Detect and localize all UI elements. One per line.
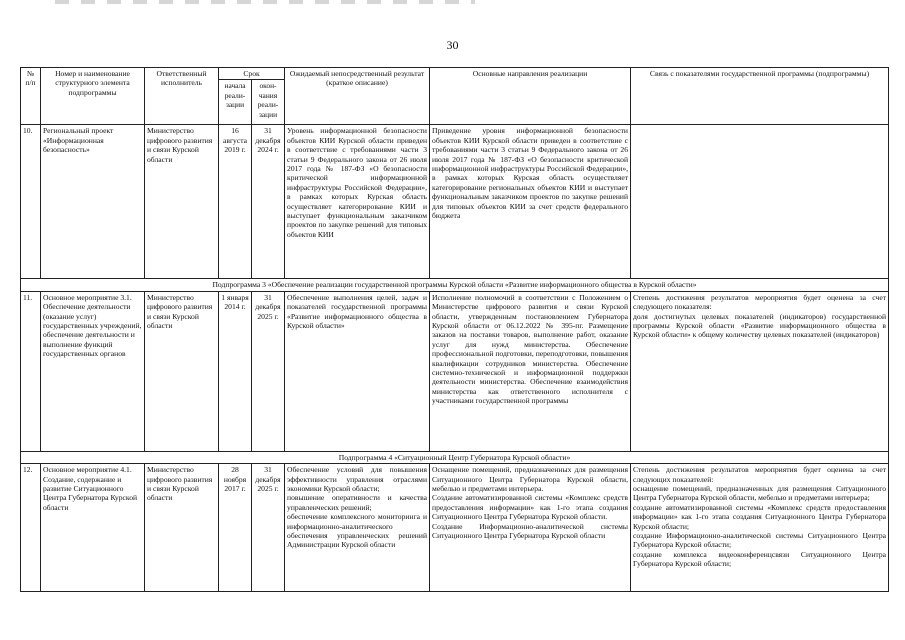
cell-executor: Министерство цифрового развития и связи Курской области: [145, 464, 219, 592]
cell-start: 16 августа 2019 г.: [219, 125, 252, 279]
cell-end: 31 декабря 2025 г.: [252, 464, 285, 592]
cell-num: 12.: [21, 464, 41, 592]
cell-directions: Приведение уровня информационной безопасности объектов КИИ Курской области приведен в соответствие с требованиями части 3 статьи 9 Федерального закона от 26 июля 2017 года № 187-ФЗ «О безопасности критической информационной инфраструктуры Российской Федерации», в рамках которых Курская область осуществляет категорирование региональных объектов КИИ и выступает функциональным заказчиком проектов по закупке решений для типовых объектов КИИ за счет средств федерального бюджета: [430, 125, 631, 279]
section-title-sub4: Подпрограмма 4 «Ситуационный Центр Губернатора Курской области»: [21, 451, 889, 463]
header-row: [21, 68, 889, 80]
cell-executor: Министерство цифрового развития и связи Курской области: [145, 291, 219, 451]
page-number: 30: [446, 38, 459, 52]
header-term-start: начала реали-зации: [219, 80, 252, 125]
cell-executor: Министерство цифрового развития и связи Курской области: [145, 125, 219, 279]
cell-start: 28 ноября 2017 г.: [219, 464, 252, 592]
cell-element: Основное мероприятие 4.1. Создание, содержание и развитие Ситуационного Центра Губернатора Курской области: [41, 464, 145, 592]
cell-result: Обеспечение выполнения целей, задач и показателей государственной программы «Развитие информационного общества в Курской области»: [285, 291, 430, 451]
header-directions: Основные направления реализации: [430, 68, 631, 125]
header-result: Ожидаемый непосредственный результат (краткое описание): [285, 68, 430, 125]
table-row: [21, 291, 889, 451]
table-row: [21, 125, 889, 279]
cell-directions: Оснащение помещений, предназначенных для размещения Ситуационного Центра Губернатора Курской области, мебелью и предметами интерьера. Создание автоматизированной системы «Комплекс средств предоставления информации» как 1-го этапа создания Ситуационного Центра Губернатора Курской области. Создание Информационно-аналитической системы Ситуационного Центра Губернатора Курской области: [430, 464, 631, 592]
cell-link: [631, 125, 889, 279]
cell-result: Обеспечение условий для повышения эффективности управления отраслями экономики Курской области; повышение оперативности и качества управленческих решений; обеспечение комплексного мониторинга и информационно-аналитического обеспечения управленческих решений Администрации Курской области: [285, 464, 430, 592]
header-num: № п/п: [21, 68, 41, 125]
cell-num: 11.: [21, 291, 41, 451]
program-table: [20, 67, 889, 592]
section-row: [21, 451, 889, 463]
section-title-sub3: Подпрограмма 3 «Обеспечение реализации государственной программы Курской области «Развитие информационного общества в Курской области»: [21, 279, 889, 291]
scan-artifact: [55, 0, 475, 4]
cell-element: Региональный проект «Информационная безопасность»: [41, 125, 145, 279]
section-row: [21, 279, 889, 291]
cell-result: Уровень информационной безопасности объектов КИИ Курской области приведен в соответствие с требованиями части 3 статьи 9 Федерального закона от 26 июля 2017 года № 187-ФЗ «О безопасности критической информационной инфраструктуры Российской Федерации», в рамках которых Курская область осуществляет категорирование КИИ и выступает функциональным заказчиком проектов по закупке решений для типовых объектов КИИ: [285, 125, 430, 279]
cell-link: Степень достижения результатов мероприятия будет оценена за счет следующего показателя: доля достигнутых целевых показателей (индикаторов) государственной программы Курской области «Развитие информационного общества в Курской области» к общему количеству целевых показателей (индикаторов): [631, 291, 889, 451]
header-element: Номер и наименование структурного элемента подпрограммы: [41, 68, 145, 125]
header-executor: Ответственный исполнитель: [145, 68, 219, 125]
cell-end: 31 декабря 2024 г.: [252, 125, 285, 279]
header-term: Срок: [219, 68, 285, 80]
cell-element: Основное мероприятие 3.1. Обеспечение деятельности (оказание услуг) государственных учреждений, обеспечение деятельности и выполнение функций государственных органов: [41, 291, 145, 451]
table-row: [21, 464, 889, 592]
cell-directions: Исполнение полномочий в соответствии с Положением о Министерстве цифрового развития и связи Курской области, утвержденным постановлением Губернатора Курской области от 06.12.2022 № 395-пг. Размещение заказов на поставки товаров, выполнение работ, оказание услуг для нужд министерства. Обеспечение профессиональной подготовки, переподготовки, повышения квалификации сотрудников министерства. Обеспечение системно-технической и информационной поддержки деятельности министерства. Обеспечение взаимодействия министерства как ответственного исполнителя с участниками государственной программы: [430, 291, 631, 451]
cell-link: Степень достижения результатов мероприятия будет оценена за счет следующих показателей: оснащение помещений, предназначенных для размещения Ситуационного Центра Губернатора Курской области, мебелью и предметами интерьера; создание автоматизированной системы «Комплекс средств предоставления информации» как 1-го этапа создания Ситуационного Центра Губернатора Курской области; создание Информационно-аналитической системы Ситуационного Центра Губернатора Курской области; создание комплекса видеоконференцсвязи Ситуационного Центра Губернатора Курской области;: [631, 464, 889, 592]
header-link: Связь с показателями государственной программы (подпрограммы): [631, 68, 889, 125]
cell-num: 10.: [21, 125, 41, 279]
header-term-end: окон-чания реали-зации: [252, 80, 285, 125]
cell-end: 31 декабря 2025 г.: [252, 291, 285, 451]
cell-start: 1 января 2014 г.: [219, 291, 252, 451]
